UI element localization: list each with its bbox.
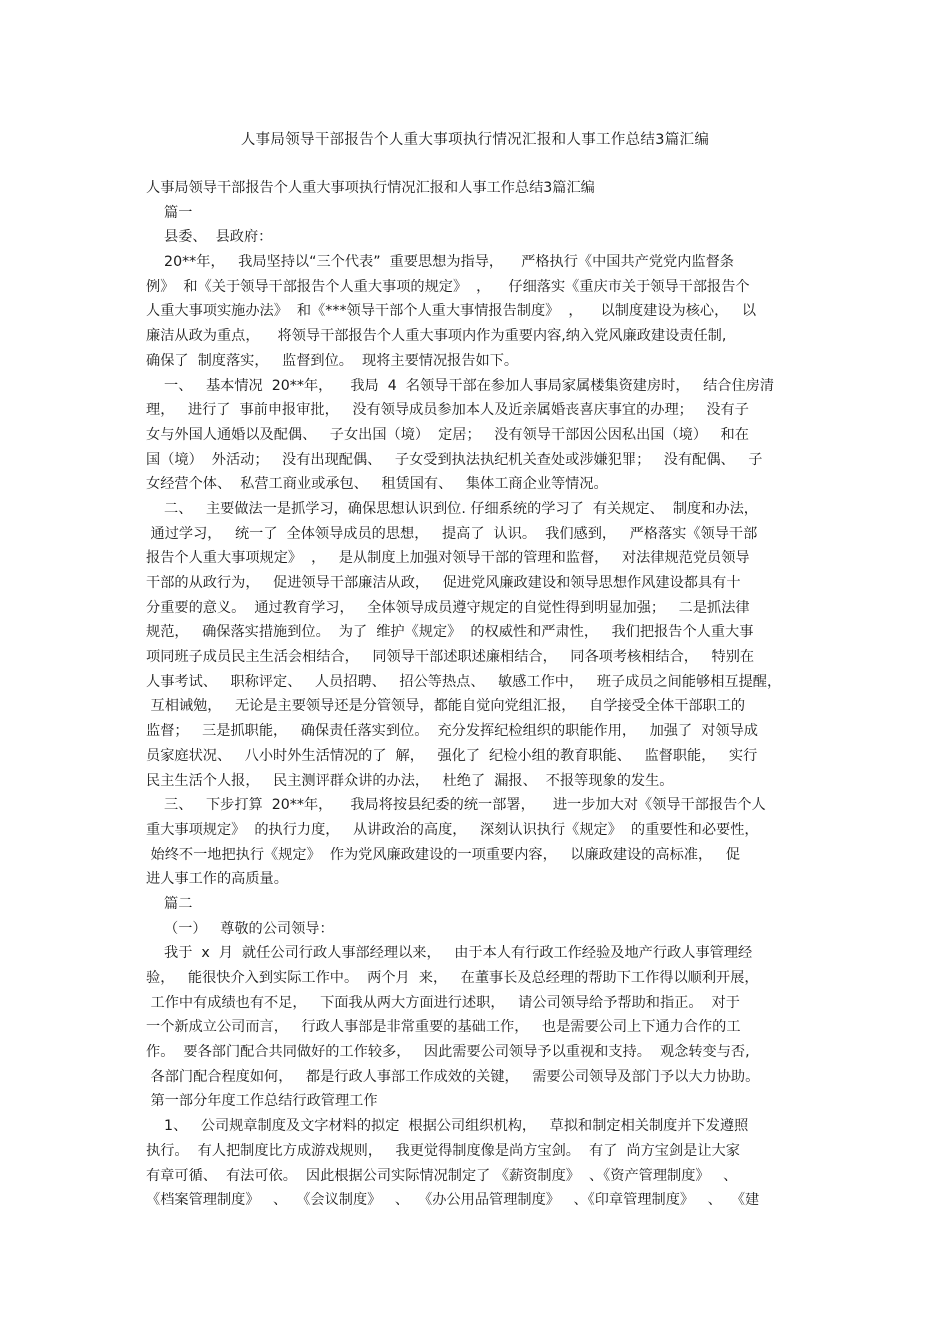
text-line: 廉洁从政为重点， 将领导干部报告个人重大事项内作为重要内容,纳入党风廉政建设责任制, [146, 328, 727, 345]
text-line: 员家庭状况、 八小时外生活情况的了 解， 强化了 纪检小组的教育职能、 监督职能， 实行 [146, 747, 758, 764]
text-line: 始终不一地把执行《规定》 作为党风廉政建设的一项重要内容， 以廉政建设的高标准， 促 [146, 846, 740, 863]
text-line: 互相诫勉， 无论是主要领导还是分管领导，都能自觉向党组汇报， 自学接受全体干部职工的 [146, 698, 746, 715]
text-line: 一个新成立公司而言， 行政人事部是非常重要的基础工作， 也是需要公司上下通力合作的工 [146, 1019, 741, 1036]
text-line: 监督； 三是抓职能， 确保责任落实到位。 充分发挥纪检组织的职能作用， 加强了 对领导成 [146, 723, 758, 740]
text-line: 规范， 确保落实措施到位。 为了 维护《规定》 的权威性和严肃性， 我们把报告个人重大事 [146, 624, 754, 641]
text-line: 国（境） 外活动； 没有出现配偶、 子女受到执法执纪机关查处或涉嫌犯罪； 没有配偶、 子 [146, 451, 763, 468]
text-line: 理， 进行了 事前申报审批， 没有领导成员参加本人及近亲属婚丧喜庆事宜的办理； 没有子 [146, 402, 749, 419]
text-line: 重大事项规定》 的执行力度， 从讲政治的高度， 深刻认识执行《规定》 的重要性和必要性， [146, 821, 759, 838]
text-line: 篇二 [146, 895, 193, 912]
text-line: 二、 主要做法一是抓学习，确保思想认识到位. 仔细系统的学习了 有关规定、 制度和办法， [146, 500, 758, 517]
text-line: 报告个人重大事项规定》 ， 是从制度上加强对领导干部的管理和监督， 对法律规范党员领导 [146, 550, 750, 567]
text-line: 例》 和《关于领导干部报告个人重大事项的规定》 ， 仔细落实《重庆市关于领导干部报告个 [146, 278, 750, 295]
text-line: 执行。 有人把制度比方成游戏规则， 我更觉得制度像是尚方宝剑。 有了 尚方宝剑是让大家 [146, 1142, 740, 1159]
text-line: 《档案管理制度》 、 《会议制度》 、 《办公用品管理制度》 、《印章管理制度》 、 《建 [146, 1192, 760, 1209]
text-line: 1、 公司规章制度及文字材料的拟定 根据公司组织机构， 草拟和制定相关制度并下发遵照 [146, 1118, 749, 1135]
text-line: 各部门配合程度如何， 都是行政人事部工作成效的关键， 需要公司领导及部门予以大力协助。 [146, 1068, 760, 1085]
text-line: 一、 基本情况 20**年， 我局 4 名领导干部在参加人事局家属楼集资建房时， 结合住房清 [146, 377, 775, 394]
text-line: 20**年， 我局坚持以“三个代表” 重要思想为指导， 严格执行《中国共产党党内监督条 [146, 254, 734, 271]
text-line: 县委、 县政府： [146, 229, 273, 246]
text-line: 女与外国人通婚以及配偶、 子女出国（境） 定居； 没有领导干部因公因私出国（境） 和在 [146, 426, 749, 443]
text-line: 女经营个体、 私营工商业或承包、 租赁国有、 集体工商企业等情况。 [146, 476, 608, 493]
text-line: 民主生活个人报， 民主测评群众讲的办法， 杜绝了 漏报、 不报等现象的发生。 [146, 772, 674, 789]
text-line: 通过学习， 统一了 全体领导成员的思想， 提高了 认识。 我们感到， 严格落实《领导干部 [146, 525, 758, 542]
document-body [146, 176, 811, 1213]
text-line: 篇一 [146, 204, 193, 221]
text-line: 有章可循、 有法可依。 因此根据公司实际情况制定了 《薪资制度》 、《资产管理制度》 、 [146, 1167, 738, 1184]
text-line: （一） 尊敬的公司领导： [146, 920, 334, 937]
text-line: 工作中有成绩也有不足， 下面我从两大方面进行述职， 请公司领导给予帮助和指正。 对于 [146, 994, 740, 1011]
text-line: 分重要的意义。 通过教育学习， 全体领导成员遵守规定的自觉性得到明显加强； 二是抓法律 [146, 599, 750, 616]
text-line: 作。 要各部门配合共同做好的工作较多， 因此需要公司领导予以重视和支持。 观念转变与否, [146, 1044, 750, 1061]
text-line: 人事局领导干部报告个人重大事项执行情况汇报和人事工作总结3篇汇编 [146, 180, 595, 196]
text-line: 确保了 制度落实， 监督到位。 现将主要情况报告如下。 [146, 352, 519, 369]
text-line: 人事考试、 职称评定、 人员招聘、 招公等热点、 敏感工作中， 班子成员之间能够相互提醒， [146, 673, 782, 690]
text-line: 项同班子成员民主生活会相结合， 同领导干部述职述廉相结合， 同各项考核相结合， 特别在 [146, 649, 755, 666]
text-line: 进人事工作的高质量。 [146, 871, 288, 888]
document-title: 人事局领导干部报告个人重大事项执行情况汇报和人事工作总结3篇汇编 [240, 132, 710, 148]
text-line: 干部的从政行为， 促进领导干部廉洁从政， 促进党风廉政建设和领导思想作风建设都具有十 [146, 575, 741, 591]
text-line: 第一部分年度工作总结行政管理工作 [146, 1093, 378, 1110]
text-line: 三、 下步打算 20**年， 我局将按县纪委的统一部署， 进一步加大对《领导干部报告个人 [146, 797, 766, 814]
text-line: 我于 x 月 就任公司行政人事部经理以来， 由于本人有行政工作经验及地产行政人事管理经 [146, 945, 753, 962]
text-line: 验， 能很快介入到实际工作中。 两个月 来， 在董事长及总经理的帮助下工作得以顺利开展， [146, 970, 759, 986]
text-line: 人重大事项实施办法》 和《***领导干部个人重大事情报告制度》 ， 以制度建设为核心， 以 [146, 303, 757, 320]
